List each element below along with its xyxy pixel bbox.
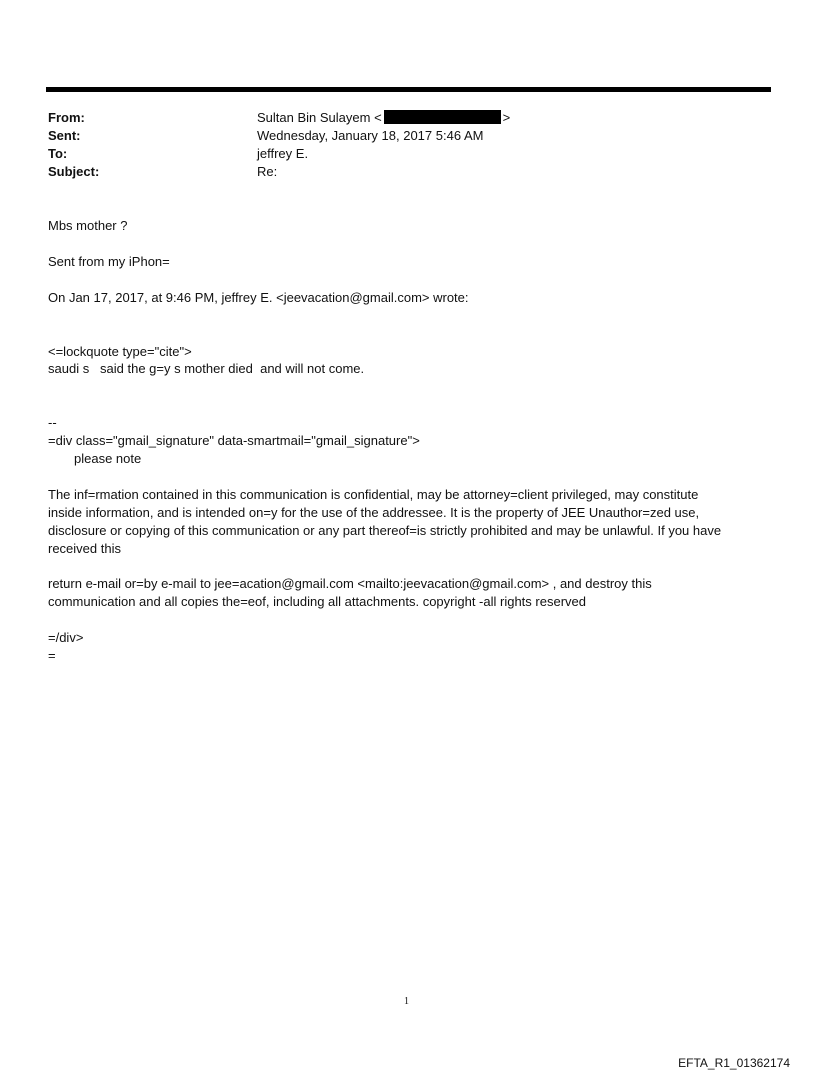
body-line: return e-mail or=by e-mail to jee=acation@gmail.com <mailto:jeevacation@gmail.com> , and destroy this: [48, 576, 652, 591]
body-line: =/div>: [48, 630, 84, 645]
from-label: From:: [48, 110, 85, 125]
body-line: received this: [48, 541, 121, 556]
body-line: <=lockquote type="cite">: [48, 344, 192, 359]
subject-value: Re:: [257, 164, 278, 179]
to-label: To:: [48, 146, 68, 161]
from-name: Sultan Bin Sulayem <: [257, 110, 382, 125]
body-line: =div class="gmail_signature" data-smartmail="gmail_signature">: [48, 433, 420, 448]
to-value: jeffrey E.: [257, 146, 309, 161]
body-line: The inf=rmation contained in this communication is confidential, may be attorney=client privileged, may constitute: [48, 487, 699, 502]
bates-number: EFTA_R1_01362174: [678, 1056, 790, 1070]
sent-label: Sent:: [48, 128, 81, 143]
body-line: Mbs mother ?: [48, 218, 128, 233]
body-line: On Jan 17, 2017, at 9:46 PM, jeffrey E. <jeevacation@gmail.com> wrote:: [48, 290, 469, 305]
subject-label: Subject:: [48, 164, 100, 179]
body-line: =: [48, 648, 56, 663]
header-rule: [46, 87, 771, 92]
body-line: --: [48, 415, 57, 430]
body-line: Sent from my iPhon=: [48, 254, 170, 269]
body-line: disclosure or copying of this communication or any part thereof=is strictly prohibited and may be unlawful. If you have: [48, 523, 722, 538]
body-line: saudi s said the g=y s mother died and will not come.: [48, 361, 365, 376]
body-line: inside information, and is intended on=y for the use of the addressee. It is the property of JEE Unauthor=zed use,: [48, 505, 700, 520]
page-number: 1: [404, 996, 409, 1007]
from-value: [257, 109, 510, 126]
from-close: >: [502, 110, 511, 125]
sent-value: Wednesday, January 18, 2017 5:46 AM: [257, 128, 484, 143]
body-line: please note: [74, 451, 142, 466]
body-line: communication and all copies the=eof, including all attachments. copyright -all rights reserved: [48, 594, 586, 609]
redaction-block: [384, 110, 501, 124]
